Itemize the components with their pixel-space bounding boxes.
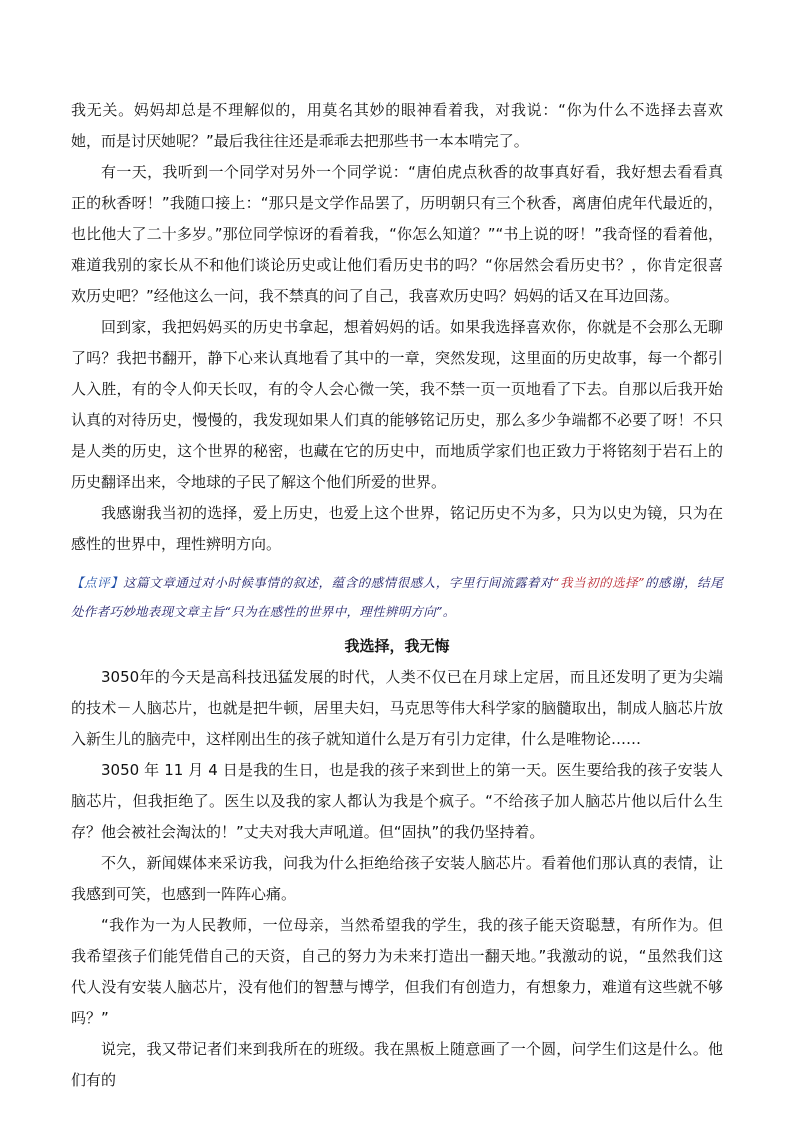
paragraph: “我作为一为人民教师，一位母亲，当然希望我的学生，我的孩子能天资聪慧，有所作为。但我希望孩子们能凭借自己的天资，自己的努力为未来打造出一翻天地。”我激动的说，“虽然我们这代人没有安装人脑芯片，没有他们的智慧与博学，但我们有创造力，有想象力，难道有这些就不够吗？” bbox=[71, 916, 723, 1027]
paragraph: 我感谢我当初的选择，爱上历史，也爱上这个世界，铭记历史不为多，只为以史为镜，只为在感性的世界中，理性辨明方向。 bbox=[71, 504, 723, 553]
comment-text-before: 这篇文章通过对小时候事情的叙述，蕴含的感情很感人，字里行间流露着对 bbox=[123, 575, 554, 590]
paragraph: 3050年的今天是高科技迅猛发展的时代，人类不仅已在月球上定居，而且还发明了更为尖端的技术－人脑芯片，也就是把牛顿，居里夫妇，马克思等伟大科学家的脑髓取出，制成人脑芯片放入新生儿的脑壳中，这样刚出生的孩子就知道什么是万有引力定律，什么是唯物论…… bbox=[71, 668, 723, 748]
comment-text-after: 的感谢，结尾处作者巧妙地表现文章主旨“只为在感性的世界中，理性辨明方向”。 bbox=[71, 575, 723, 619]
paragraph: 不久，新闻媒体来采访我，问我为什么拒绝给孩子安装人脑芯片。看着他们那认真的表情，让我感到可笑，也感到一阵阵心痛。 bbox=[71, 854, 723, 903]
section-title: 我选择，我无悔 bbox=[344, 637, 450, 655]
document-body bbox=[71, 95, 723, 1096]
comment-tag: 【点评】 bbox=[71, 575, 124, 590]
paragraph-continuation: 我无关。妈妈却总是不理解似的，用莫名其妙的眼神看着我，对我说：“你为什么不选择去喜欢她，而是讨厌她呢？”最后我往往还是乖乖去把那些书一本本啃完了。 bbox=[71, 101, 723, 150]
paragraph: 说完，我又带记者们来到我所在的班级。我在黑板上随意画了一个圆，问学生们这是什么。他们有的 bbox=[71, 1040, 723, 1089]
paragraph: 3050 年 11 月 4 日是我的生日，也是我的孩子来到世上的第一天。医生要给我的孩子安装人脑芯片，但我拒绝了。医生以及我的家人都认为我是个疯子。“不给孩子加人脑芯片他以后什么生存？他会被社会淘汰的！”丈夫对我大声吼道。但“固执”的我仍坚持着。 bbox=[71, 761, 723, 841]
paragraph: 有一天，我听到一个同学对另外一个同学说：“唐伯虎点秋香的故事真好看，我好想去看看真正的秋香呀！”我随口接上：“那只是文学作品罢了，历明朝只有三个秋香，离唐伯虎年代最近的，也比他大了二十多岁。”那位同学惊讶的看着我，“你怎么知道？”“书上说的呀！”我奇怪的看着他，难道我别的家长从不和他们谈论历史或让他们看历史书的吗？“你居然会看历史书？，你肯定很喜欢历史吧？”经他这么一问，我不禁真的问了自己，我喜欢历史吗？妈妈的话又在耳边回荡。 bbox=[71, 163, 723, 305]
review-comment bbox=[71, 568, 723, 626]
comment-quote: “我当初的选择” bbox=[553, 575, 645, 590]
paragraph: 回到家，我把妈妈买的历史书拿起，想着妈妈的话。如果我选择喜欢你，你就是不会那么无聊了吗？我把书翻开，静下心来认真地看了其中的一章，突然发现，这里面的历史故事，每一个都引人入胜，有的令人仰天长叹，有的令人会心微一笑，我不禁一页一页地看了下去。自那以后我开始认真的对待历史，慢慢的，我发现如果人们真的能够铭记历史，那么多少争端都不必要了呀！不只是人类的历史，这个世界的秘密，也藏在它的历史中，而地质学家们也正致力于将铭刻于岩石上的历史翻译出来，令地球的子民了解这个他们所爱的世界。 bbox=[71, 318, 723, 491]
